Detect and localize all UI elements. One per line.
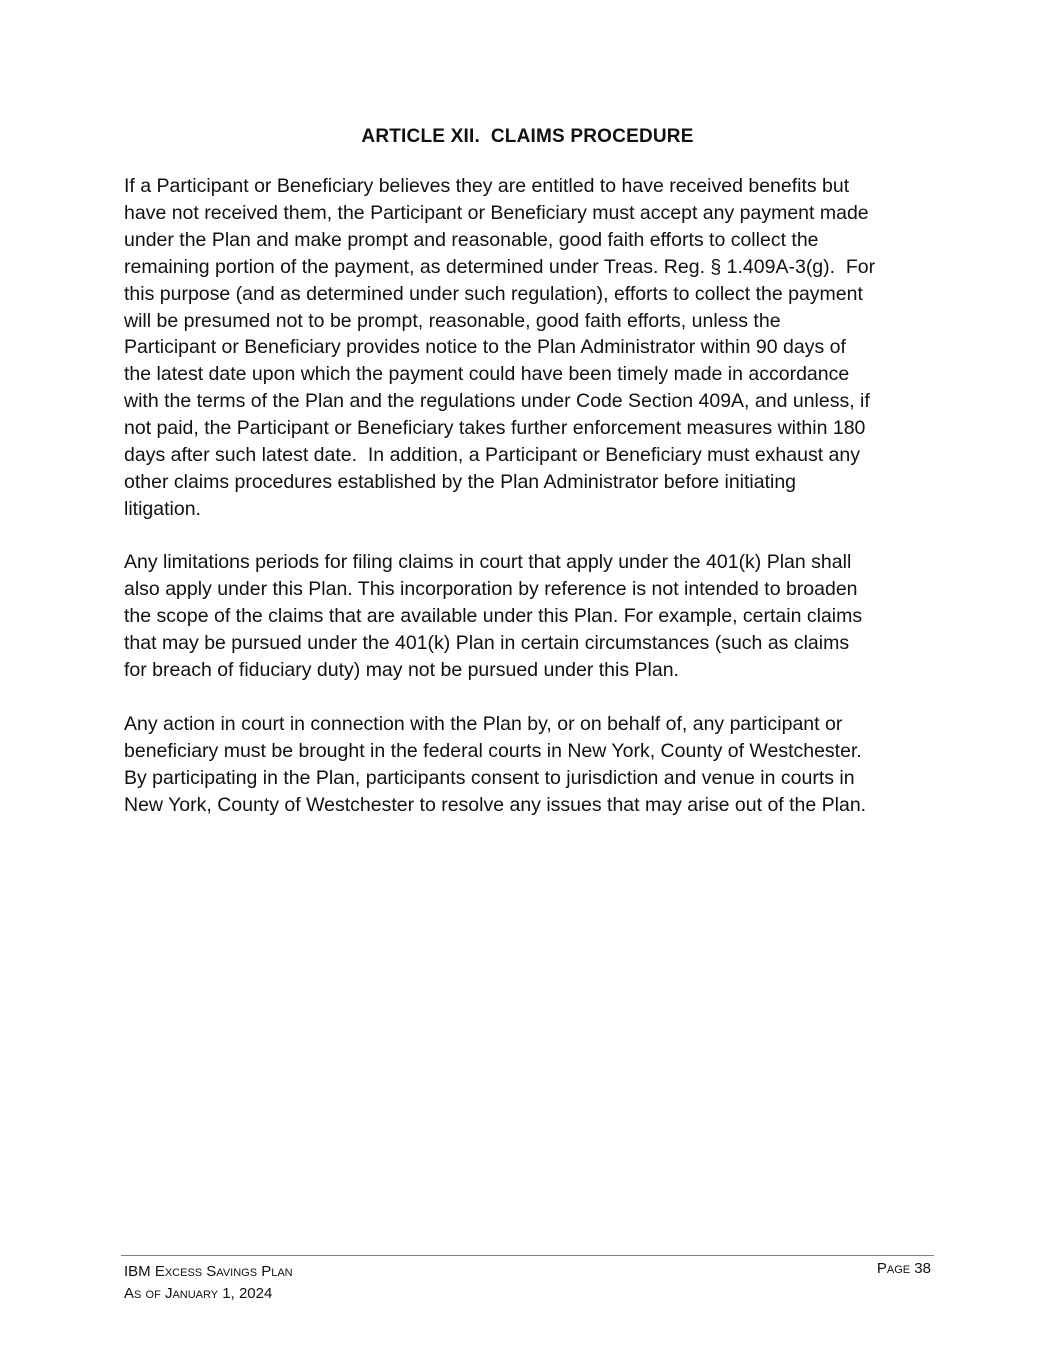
- paragraph-line: also apply under this Plan. This incorporation by reference is not intended to broaden: [124, 577, 858, 600]
- footer-plan-info: [124, 1261, 293, 1305]
- paragraph-line: other claims procedures established by the Plan Administrator before initiating: [124, 470, 797, 493]
- paragraph-jurisdiction: [124, 711, 932, 819]
- paragraph-line: beneficiary must be brought in the federal courts in New York, County of Westchester.: [124, 739, 862, 762]
- paragraph-line: this purpose (and as determined under such regulation), efforts to collect the payment: [124, 282, 863, 305]
- paragraph-line: the scope of the claims that are available under this Plan. For example, certain claims: [124, 604, 863, 627]
- paragraph-limitations: [124, 549, 932, 684]
- paragraph-line: that may be pursued under the 401(k) Plan in certain circumstances (such as claims: [124, 631, 850, 654]
- paragraph-line: under the Plan and make prompt and reasonable, good faith efforts to collect the: [124, 228, 819, 251]
- paragraph-line: the latest date upon which the payment could have been timely made in accordance: [124, 363, 850, 386]
- paragraph-line: Participant or Beneficiary provides notice to the Plan Administrator within 90 days of: [124, 336, 846, 359]
- footer-page-number: Page 38: [876, 1260, 931, 1277]
- footer-as-of-date: As of January 1, 2024: [124, 1285, 273, 1302]
- paragraph-line: with the terms of the Plan and the regulations under Code Section 409A, and unless, if: [124, 390, 870, 413]
- paragraph-line: litigation.: [124, 497, 201, 520]
- paragraph-line: Any limitations periods for filing claims in court that apply under the 401(k) Plan shall: [124, 551, 852, 573]
- paragraph-line: By participating in the Plan, participants consent to jurisdiction and venue in courts in: [124, 766, 855, 789]
- footer-divider: [121, 1255, 934, 1256]
- footer-plan-name: IBM Excess Savings Plan: [124, 1263, 293, 1280]
- paragraph-line: If a Participant or Beneficiary believes they are entitled to have received benefits but: [124, 175, 850, 197]
- paragraph-line: not paid, the Participant or Beneficiary takes further enforcement measures within 180: [124, 417, 866, 440]
- paragraph-line: remaining portion of the payment, as determined under Treas. Reg. § 1.409A-3(g). For: [124, 255, 876, 278]
- paragraph-line: days after such latest date. In addition, a Participant or Beneficiary must exhaust any: [124, 444, 860, 467]
- paragraph-claims-payment: [124, 173, 932, 523]
- paragraph-line: will be presumed not to be prompt, reasonable, good faith efforts, unless the: [124, 309, 781, 332]
- paragraph-line: for breach of fiduciary duty) may not be pursued under this Plan.: [124, 658, 679, 681]
- paragraph-line: New York, County of Westchester to resolve any issues that may arise out of the Plan.: [124, 793, 867, 816]
- article-heading: ARTICLE XII. CLAIMS PROCEDURE: [361, 126, 694, 147]
- paragraph-line: have not received them, the Participant or Beneficiary must accept any payment made: [124, 201, 869, 224]
- paragraph-line: Any action in court in connection with the Plan by, or on behalf of, any participant or: [124, 713, 843, 735]
